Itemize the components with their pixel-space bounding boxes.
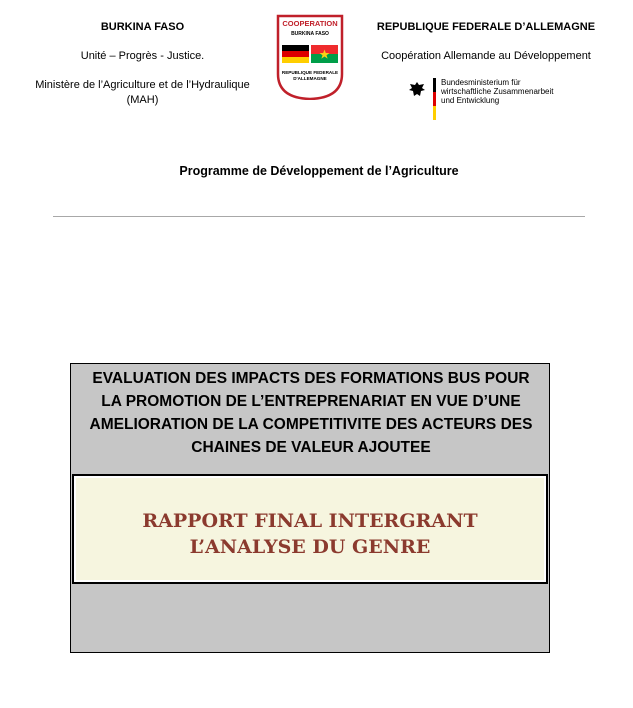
seal-bottom-line2: D'ALLEMAGNE — [293, 76, 327, 81]
divider — [53, 216, 585, 217]
bmz-logo — [405, 76, 605, 122]
bmz-line: Bundesministerium für — [441, 78, 521, 87]
cooperation-agency: Coopération Allemande au Développement — [381, 50, 591, 62]
left-header — [20, 14, 265, 108]
bmz-line: wirtschaftliche Zusammenarbeit — [441, 87, 554, 96]
left-motto: Unité – Progrès - Justice. — [80, 50, 205, 62]
evaluation-title-line: LA PROMOTION DE L’ENTREPRENARIAT EN VUE D’UNE — [101, 393, 521, 410]
bmz-text — [441, 78, 601, 105]
report-title-line: RAPPORT FINAL INTERGRANT — [142, 510, 478, 532]
report-title — [72, 508, 548, 560]
seal-bottom-line1: REPUBLIQUE FEDERALE — [281, 70, 339, 75]
cooperation-seal-icon — [276, 14, 344, 100]
right-header — [370, 14, 602, 64]
report-title-line: L’ANALYSE DU GENRE — [189, 536, 431, 558]
evaluation-title-line: AMELIORATION DE LA COMPETITIVITE DES ACTEURS DES — [89, 416, 533, 433]
ministry-abbr: (MAH) — [126, 94, 159, 106]
eagle-icon — [407, 80, 427, 100]
german-flag-bar — [433, 78, 436, 120]
evaluation-title-line: EVALUATION DES IMPACTS DES FORMATIONS BUS POUR — [92, 370, 530, 387]
german-flag-gold — [282, 57, 309, 63]
evaluation-title-line: CHAINES DE VALEUR AJOUTEE — [191, 439, 431, 456]
german-flag-red — [282, 51, 309, 57]
ministry-line: Ministère de l’Agriculture et de l’Hydraulique — [35, 79, 250, 91]
ministry-name — [20, 78, 265, 108]
left-country: BURKINA FASO — [100, 21, 185, 33]
evaluation-title — [72, 367, 550, 459]
bmz-line: und Entwicklung — [441, 96, 500, 105]
seal-top-text: COOPERATION — [282, 19, 338, 28]
seal-sub-text: BURKINA FASO — [291, 31, 329, 37]
program-title: Programme de Développement de l’Agriculture — [179, 164, 459, 178]
german-flag-black — [282, 45, 309, 51]
right-country: REPUBLIQUE FEDERALE D’ALLEMAGNE — [376, 21, 596, 33]
